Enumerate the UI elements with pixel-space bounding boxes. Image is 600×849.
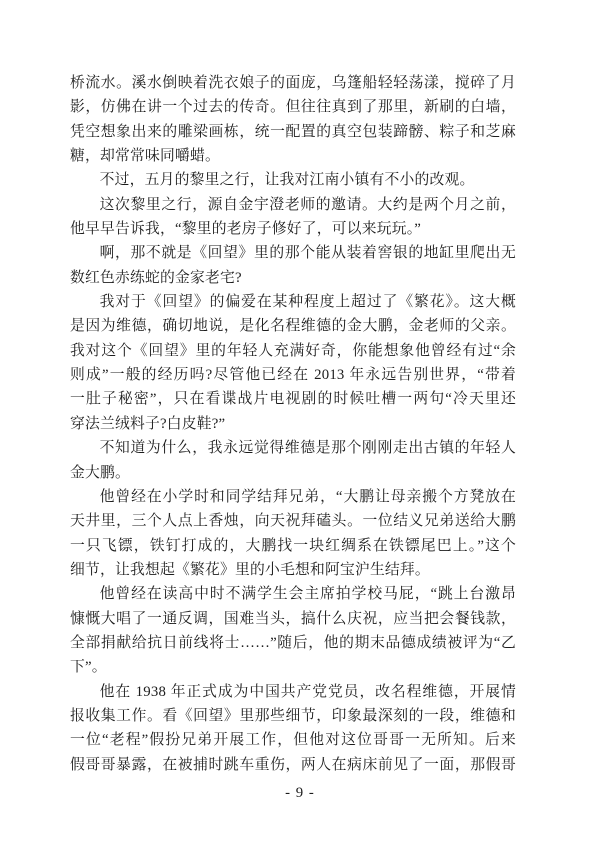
page-number: - 9 -	[285, 785, 315, 801]
text-line: 我对于《回望》的偏爱在某种程度上超过了《繁花》。这大概	[99, 294, 516, 311]
text-line: 啊，那不就是《回望》里的那个能从装着窖银的地缸里爬出无	[99, 245, 516, 262]
text-line: 穿法兰绒料子?白皮鞋?”	[70, 415, 226, 432]
text-line: 天井里，三个人点上香烛，向天祝拜磕头。一位结义兄弟送给大鹏	[70, 513, 516, 530]
text-line: 假哥哥暴露，在被捕时跳车重伤，两人在病床前见了一面，那假哥	[70, 756, 516, 773]
text-line: 不知道为什么，我永远觉得维德是那个刚刚走出古镇的年轻人	[99, 440, 516, 457]
text-line: 一肚子秘密”，只在看谍战片电视剧的时候吐槽一两句“冷天里还	[70, 391, 517, 408]
text-line: 他曾经在小学时和同学结拜兄弟，“大鹏让母亲搬个方凳放在	[99, 488, 516, 505]
paragraph	[70, 241, 516, 290]
paragraph	[70, 193, 516, 242]
text-line: 他在 1938 年正式成为中国共产党党员，改名程维德，开展情	[99, 683, 516, 700]
text-line: 这次黎里之行，源自金宇澄老师的邀请。大约是两个月之前，	[99, 196, 516, 213]
paragraph	[70, 680, 516, 777]
text-line: 不过，五月的黎里之行，让我对江南小镇有不小的改观。	[99, 172, 475, 189]
text-line: 他早早告诉我，“黎里的老房子修好了，可以来玩玩。”	[70, 221, 422, 238]
text-line: 糖，却常常味同嚼蜡。	[70, 148, 220, 165]
text-line: 下”。	[70, 659, 107, 676]
text-line: 金大鹏。	[70, 464, 130, 481]
text-line: 我对这个《回望》里的年轻人充满好奇，你能想象他曾经有过“余	[70, 342, 516, 359]
text-line: 凭空想象出来的雕梁画栋，统一配置的真空包装蹄髈、粽子和芝麻	[70, 123, 516, 140]
text-line: 一位“老程”假扮兄弟开展工作，但他对这位哥哥一无所知。后来	[70, 732, 516, 749]
text-line: 他曾经在读高中时不满学生会主席拍学校马屁，“跳上台激昂	[99, 586, 516, 603]
paragraph	[70, 290, 516, 436]
text-line: 桥流水。溪水倒映着洗衣娘子的面庞，乌篷船轻轻荡漾，搅碎了月	[70, 75, 516, 91]
text-line: 则成”一般的经历吗?尽管他已经在 2013 年永远告别世界，“带着	[70, 367, 516, 384]
paragraph	[70, 71, 516, 168]
paragraph	[70, 436, 516, 485]
text-line: 报收集工作。看《回望》里那些细节，印象最深刻的一段，维德和	[70, 707, 516, 724]
text-line: 影，仿佛在讲一个过去的传奇。但往往真到了那里，新刷的白墙，	[70, 99, 516, 116]
paragraph	[70, 485, 516, 582]
text-line: 细节，让我想起《繁花》里的小毛想和阿宝沪生结拜。	[70, 561, 430, 578]
text-line: 一只飞镖，铁钉打成的，大鹏找一块红绸系在铁镖尾巴上。”这个	[70, 537, 516, 554]
paragraph	[70, 168, 516, 192]
paragraph	[70, 582, 516, 679]
document-body	[70, 71, 516, 777]
text-line: 全部捐献给抗日前线将士……”随后，他的期末品德成绩被评为“乙	[70, 634, 516, 651]
text-line: 慷慨大唱了一通反调，国难当头，搞什么庆祝，应当把会餐钱款，	[70, 610, 516, 627]
text-line: 是因为维德，确切地说，是化名程维德的金大鹏，金老师的父亲。	[70, 318, 516, 335]
text-line: 数红色赤练蛇的金家老宅?	[70, 269, 242, 286]
